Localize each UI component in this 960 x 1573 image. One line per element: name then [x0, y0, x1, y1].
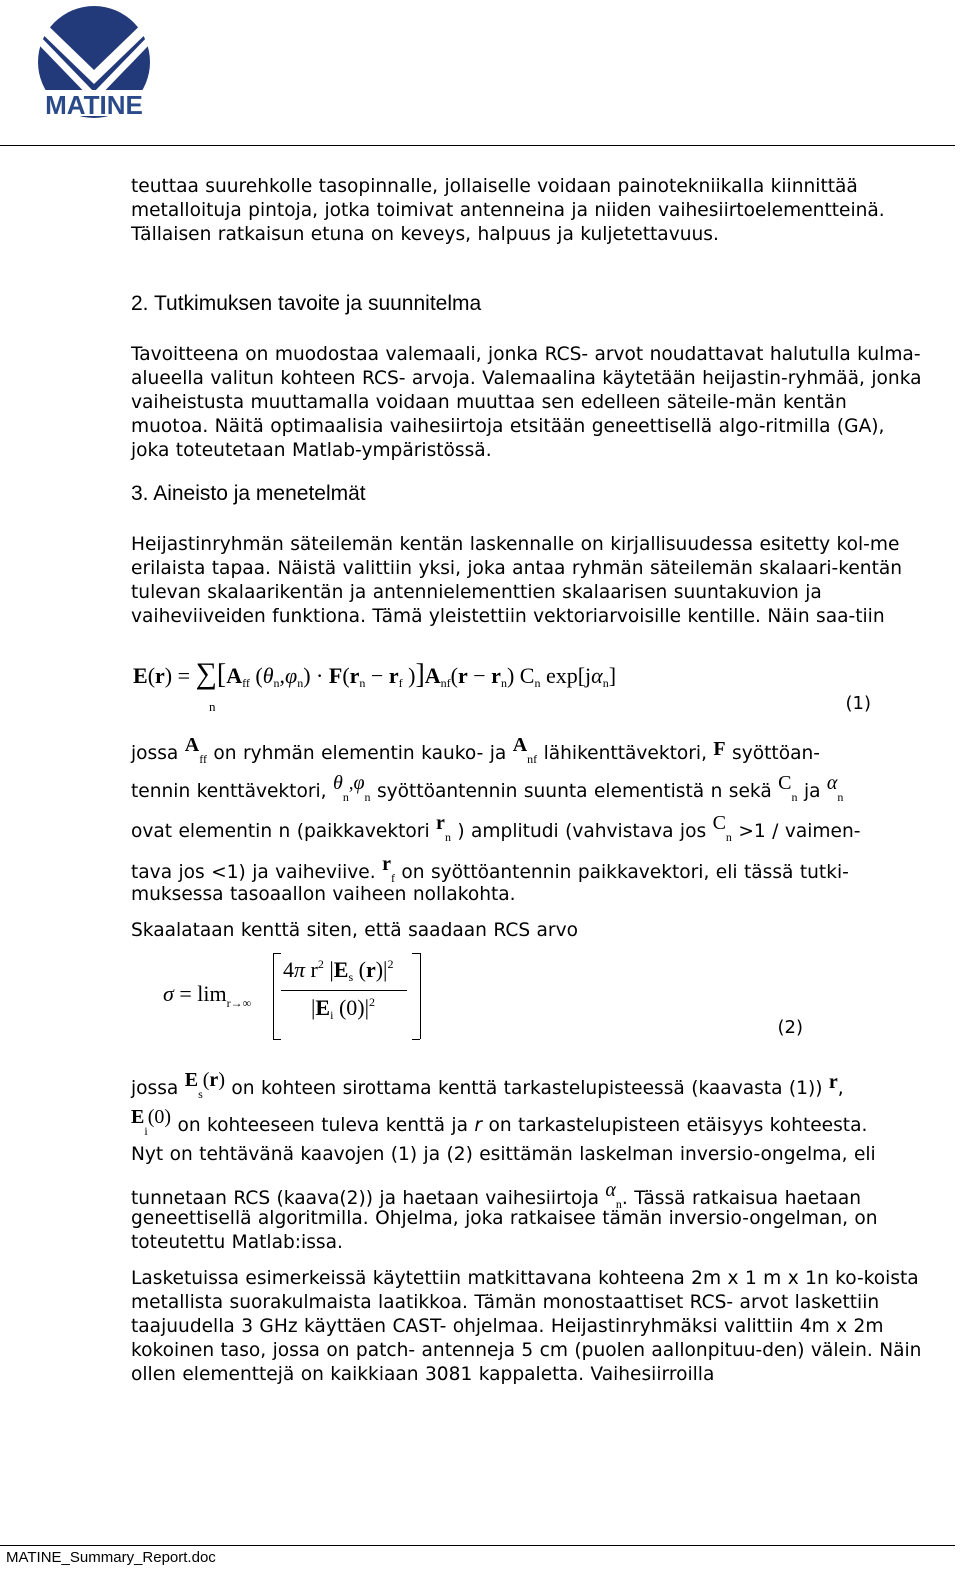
definition-line-2: tennin kenttävektori, $\theta_n,\varphi_n$ syöttöantennin suunta elementistä n sekä $C_n$ ja $\alpha_n$	[131, 772, 844, 804]
equation-1-number: (1)	[845, 693, 871, 714]
header-rule	[0, 145, 955, 146]
task-line-3: geneettisellä algoritmilla. Ohjelma, joka ratkaisee tämän inversio-ongelman, on toteutettu Matlab:issa.	[131, 1208, 878, 1253]
task-line-1: Nyt on tehtävänä kaavojen (1) ja (2) esittämän laskelman inversio-ongelma, eli	[131, 1144, 876, 1165]
task-line-2: tunnetaan RCS (kaava(2)) ja haetaan vaihesiirtoja $\alpha_n$. Tässä ratkaisua haetaan	[131, 1179, 862, 1211]
equation-2: $\sigma = \lim_{r\to\infty}$ 4π $r^2$ $|E_s$ $(r)|^2$ $|E_i$ $(0)|^2$ (2)	[131, 947, 931, 1057]
logo-text: MATINE	[45, 90, 143, 120]
definition-line-3: ovat elementin n (paikkavektori $r_n$ ) amplitudi (vahvistava jos $C_n >1$ / vaimen-	[131, 812, 861, 844]
equation-2-number: (2)	[777, 1017, 803, 1038]
document-body	[131, 175, 931, 1387]
definition-line-1: jossa $A_{ff}$ on ryhmän elementin kauko- ja $A_{nf}$ lähikenttävektori, F syöttöan-	[131, 734, 820, 766]
section-3-body: Heijastinryhmän säteilemän kentän laskennalle on kirjallisuudessa esitetty kol-me erilaista tapaa. Näistä valittiin yksi, joka antaa ryhmän säteilemän skalaari-kentän tulevan skalaarikentän ja antennielementtien skalaarisen suuntakuvion ja vaiheviiveiden funktiona. Tämä yleistettiin vektoriarvoisille kentille. Näin saa-tiin	[131, 534, 903, 627]
section-2-body: Tavoitteena on muodostaa valemaali, jonka RCS- arvot noudattavat halutulla kulma-alueella valitun kohteen RCS- arvoja. Valemaalina käytetään heijastin-ryhmää, jonka vaiheistusta muuttamalla voidaan muuttaa sen edelleen säteile-män kentän muotoa. Näitä optimaalisia vaihesiirtoja etsitään geneettisellä algo-ritmilla (GA), joka toteutetaan Matlab-ympäristössä.	[131, 344, 922, 461]
section-2-heading: 2. Tutkimuksen tavoite ja suunnitelma	[131, 292, 482, 315]
definition-line-6: jossa $E_s(r)$ on kohteen sirottama kenttä tarkastelupisteessä (kaavasta (1)) r,	[131, 1069, 844, 1101]
matine-logo	[24, 4, 164, 120]
definition-line-7: $E_i(0)$ on kohteeseen tuleva kenttä ja r on tarkastelupisteen etäisyys kohteesta.	[131, 1106, 868, 1138]
definition-line-4: tava jos <1) ja vaiheviive. $r_f$ on syöttöantennin paikkavektori, eli tässä tutki-	[131, 853, 849, 885]
intro-paragraph: teuttaa suurehkolle tasopinnalle, jollaiselle voidaan painotekniikalla kiinnittää metalloituja pintoja, jotka toimivat antenneina ja niiden vaihesiirtoelementteinä. Tällaisen ratkaisun etuna on keveys, halpuus ja kuljetettavuus.	[131, 176, 885, 245]
equation-1: $E(r) = \sum[A_{ff}$ $(\theta_n,\varphi_n) \cdot F(r_n - r_f$ )]$A_{nf}(r - r_n)$ $C_n$ $\exp[j\alpha_n]$ n (1)	[133, 657, 871, 714]
footer-filename: MATINE_Summary_Report.doc	[6, 1549, 216, 1566]
footer-rule	[0, 1545, 955, 1546]
examples-paragraph: Lasketuissa esimerkeissä käytettiin matkittavana kohteena 2m x 1 m x 1n ko-koista metallista suorakulmaista laatikkoa. Tämän monostaattiset RCS- arvot laskettiin taajuudella 3 GHz käyttäen CAST- ohjelmaa. Heijastinryhmäksi valittiin 4m x 2m kokoinen taso, jossa on patch- antenneja 5 cm (puolen aallonpituu-den) välein. Näin ollen elementtejä on kaikkiaan 3081 kappaletta. Vaihesiirroilla	[131, 1268, 922, 1385]
section-3-heading: 3. Aineisto ja menetelmät	[131, 482, 366, 505]
definition-line-5: muksessa tasoaallon vaiheen nollakohta.	[131, 884, 516, 905]
scale-intro: Skaalataan kenttä siten, että saadaan RCS arvo	[131, 920, 578, 941]
